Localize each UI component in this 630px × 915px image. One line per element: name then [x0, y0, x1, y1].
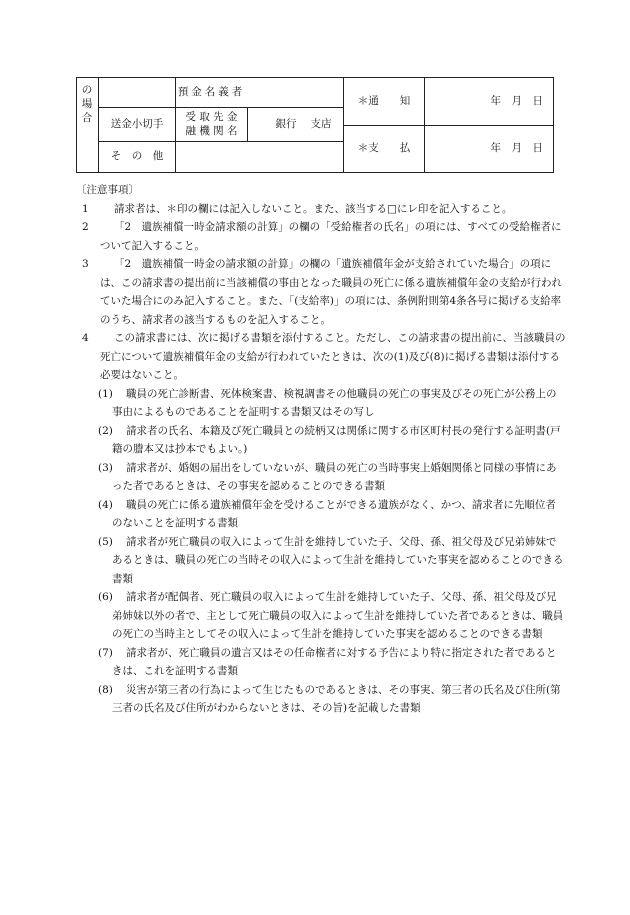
note-item: [76, 218, 566, 255]
other-method-label: そ の 他: [110, 150, 164, 163]
note-text: 請求者は、＊印の欄には記入しないこと。また、該当する□にレ印を記入すること。: [114, 202, 513, 215]
note-number: 1: [82, 202, 89, 215]
subitem-number: (3): [98, 461, 113, 474]
note-number: 3: [82, 258, 89, 270]
money-order-label: 送金小切手: [110, 117, 164, 130]
branch-suffix: 支店: [310, 117, 332, 130]
note-subitem: [76, 459, 566, 496]
note-subitem: [76, 422, 566, 459]
note-subitem: [76, 533, 566, 589]
account-holder-label: 預金名義者: [177, 85, 246, 98]
note-text: 「2 遺族補償一時金の請求額の計算」の欄の「遺族補償年金が支給されていた場合」の項には、この請求書の提出前に当該補償の事由となった職員の死亡に係る遺族補償年金の支給が行われていた場合にのみ記入すること。また、「(支給率)」の項には、条例附則第4条各号に掲げる支給率のうち、請求者の該当するものを記入すること。: [100, 258, 562, 326]
section-label-char: 場: [81, 98, 93, 111]
payment-label: ＊支 払: [357, 142, 411, 155]
bank-suffix: 銀行: [275, 117, 297, 130]
subitem-text: 職員の死亡に係る遺族補償年金を受けることができる遺族がなく、かつ、請求者に先順位者のないことを証明する書類: [112, 498, 556, 529]
receiving-bank-label-line1: 受 取 先 金: [185, 111, 238, 124]
subitem-text: 請求者が配偶者、死亡職員の収入によって生計を維持していた子、父母、孫、祖父母及び兄弟姉妹以外の者で、主として死亡職員の収入によって生計を維持していた者であるときは、職員の死亡の当時主としてその収入によって生計を維持していた事実を認めることのできる書類: [112, 591, 564, 640]
note-subitem: [76, 588, 566, 644]
note-item: [76, 255, 566, 329]
section-label-char: の: [81, 84, 93, 96]
subitem-number: (5): [98, 535, 113, 548]
receiving-bank-label-line2: 融 機 関 名: [185, 124, 238, 137]
note-item: [76, 200, 566, 219]
notes-heading: 〔注意事項〕: [76, 184, 139, 196]
subitem-text: 請求者の氏名、本籍及び死亡職員との続柄又は関係に関する市区町村長の発行する証明書(戸籍の謄本又は抄本でもよい。): [112, 424, 561, 455]
subitem-number: (2): [98, 424, 113, 437]
subitem-number: (7): [98, 646, 113, 659]
notice-label: ＊通 知: [357, 94, 411, 107]
subitem-text: 請求者が死亡職員の収入によって生計を維持していた子、父母、孫、祖父母及び兄弟姉妹であるときは、職員の死亡の当時その収入によって生計を維持していた事実を認めることのできる書類: [112, 535, 564, 585]
note-subitem: [76, 385, 566, 422]
notice-date: 年 月 日: [490, 94, 543, 107]
note-text: 「2 遺族補償一時金請求額の計算」の欄の「受給権者の氏名」の項には、すべての受給権者について記入すること。: [100, 221, 562, 252]
receiving-bank-label: [176, 108, 247, 141]
note-text: この請求書には、次に掲げる書類を添付すること。ただし、この請求書の提出前に、当該職員の死亡について遺族補償年金の支給が行われていたときは、次の(1)及び(8)に掲げる書類は添付する必要はないこと。: [100, 332, 566, 381]
note-subitem: [76, 644, 566, 681]
subitem-number: (6): [98, 591, 113, 603]
table-border-bottom: [76, 172, 554, 173]
note-number: 4: [82, 332, 89, 344]
table-rule-col3: [247, 107, 248, 141]
table-border-right: [553, 77, 554, 173]
subitem-text: 請求者が、死亡職員の遺言又はその任命権者に対する予告により特に指定された者であるときは、これを証明する書類: [112, 646, 557, 677]
section-label-vertical: [76, 83, 98, 126]
note-item: [76, 329, 566, 385]
subitem-text: 災害が第三者の行為によって生じたものであるときは、その事実、第三者の氏名及び住所(第三者の氏名及び住所がわからないときは、その旨)を記載した書類: [112, 683, 561, 714]
note-subitem: [76, 681, 566, 718]
subitem-text: 職員の死亡診断書、死体検案書、検視調書その他職員の死亡の事実及びその死亡が公務上の事由によるものであることを証明する書類又はその写し: [112, 387, 557, 418]
notes-section: [76, 181, 566, 718]
subitem-text: 請求者が、婚姻の届出をしていないが、職員の死亡の当時事実上婚姻関係と同様の事情にあった者であるときは、その事実を認めることのできる書類: [112, 461, 557, 492]
subitem-number: (8): [98, 683, 113, 696]
section-label-char: 合: [81, 112, 93, 125]
subitem-number: (4): [98, 498, 113, 511]
note-subitem: [76, 496, 566, 533]
note-number: 2: [82, 221, 89, 233]
subitem-number: (1): [98, 387, 113, 400]
payment-method-table: [76, 77, 554, 173]
payment-date: 年 月 日: [490, 142, 543, 155]
